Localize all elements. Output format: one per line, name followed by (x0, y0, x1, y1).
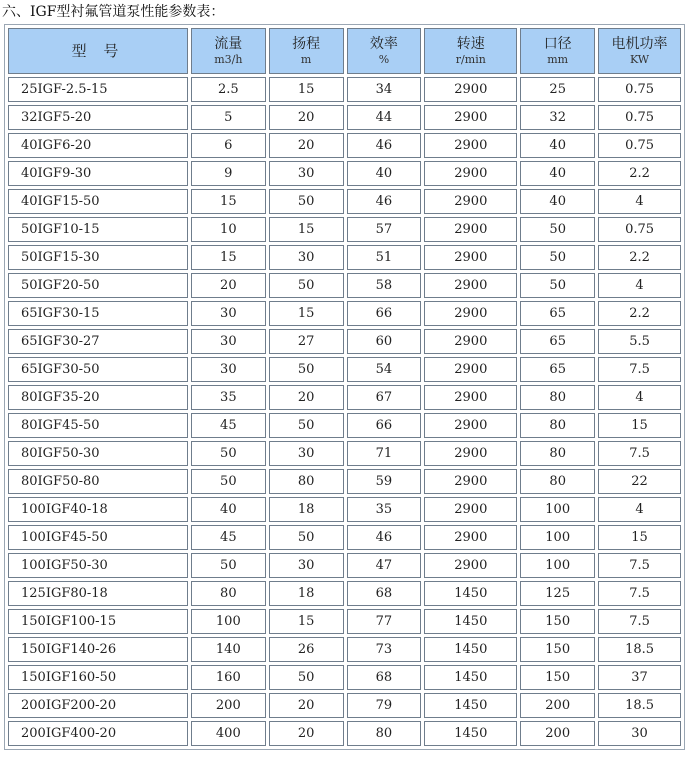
diameter-cell: 32 (520, 105, 595, 130)
efficiency-cell: 58 (347, 273, 422, 298)
efficiency-cell: 60 (347, 329, 422, 354)
flow-cell: 15 (191, 245, 266, 270)
efficiency-cell: 77 (347, 609, 422, 634)
table-row (8, 385, 681, 410)
head-cell: 20 (269, 721, 344, 746)
model-cell: 150IGF100-15 (8, 609, 188, 634)
motor-power-cell: 37 (598, 665, 681, 690)
efficiency-cell: 47 (347, 553, 422, 578)
speed-cell: 2900 (424, 161, 517, 186)
head-cell: 15 (269, 301, 344, 326)
motor-power-cell: 7.5 (598, 553, 681, 578)
diameter-cell: 65 (520, 357, 595, 382)
flow-cell: 100 (191, 609, 266, 634)
motor-power-cell: 4 (598, 189, 681, 214)
head-cell: 30 (269, 245, 344, 270)
speed-cell: 2900 (424, 133, 517, 158)
efficiency-cell: 66 (347, 413, 422, 438)
efficiency-cell: 34 (347, 77, 422, 102)
diameter-cell: 40 (520, 161, 595, 186)
head-cell: 80 (269, 469, 344, 494)
speed-cell: 2900 (424, 217, 517, 242)
flow-cell: 200 (191, 693, 266, 718)
head-cell: 20 (269, 693, 344, 718)
motor-power-cell: 30 (598, 721, 681, 746)
head-cell: 26 (269, 637, 344, 662)
head-cell: 20 (269, 385, 344, 410)
motor-power-cell: 2.2 (598, 245, 681, 270)
diameter-cell: 80 (520, 469, 595, 494)
head-cell: 50 (269, 413, 344, 438)
speed-cell: 2900 (424, 413, 517, 438)
pump-spec-table (4, 24, 685, 750)
table-row (8, 217, 681, 242)
speed-cell: 2900 (424, 553, 517, 578)
efficiency-cell: 73 (347, 637, 422, 662)
flow-cell: 400 (191, 721, 266, 746)
header-label: 效率 (369, 36, 398, 52)
head-cell: 15 (269, 217, 344, 242)
speed-cell: 1450 (424, 665, 517, 690)
flow-cell: 20 (191, 273, 266, 298)
header-unit: % (378, 53, 390, 66)
efficiency-cell: 67 (347, 385, 422, 410)
flow-cell: 30 (191, 357, 266, 382)
header-motor-power (598, 28, 681, 74)
diameter-cell: 80 (520, 385, 595, 410)
model-cell: 200IGF200-20 (8, 693, 188, 718)
model-cell: 150IGF140-26 (8, 637, 188, 662)
diameter-cell: 150 (520, 609, 595, 634)
diameter-cell: 125 (520, 581, 595, 606)
motor-power-cell: 5.5 (598, 329, 681, 354)
page-title: 六、IGF型衬氟管道泵性能参数表： (2, 4, 225, 20)
flow-cell: 45 (191, 525, 266, 550)
table-row (8, 161, 681, 186)
speed-cell: 2900 (424, 469, 517, 494)
diameter-cell: 65 (520, 301, 595, 326)
table-row (8, 77, 681, 102)
diameter-cell: 65 (520, 329, 595, 354)
table-row (8, 581, 681, 606)
head-cell: 15 (269, 609, 344, 634)
model-cell: 80IGF50-30 (8, 441, 188, 466)
table-row (8, 301, 681, 326)
speed-cell: 2900 (424, 301, 517, 326)
diameter-cell: 200 (520, 693, 595, 718)
diameter-cell: 40 (520, 189, 595, 214)
diameter-cell: 25 (520, 77, 595, 102)
motor-power-cell: 2.2 (598, 301, 681, 326)
efficiency-cell: 35 (347, 497, 422, 522)
head-cell: 20 (269, 133, 344, 158)
speed-cell: 2900 (424, 329, 517, 354)
table-row (8, 637, 681, 662)
speed-cell: 2900 (424, 77, 517, 102)
header-unit: m (300, 53, 312, 66)
motor-power-cell: 7.5 (598, 357, 681, 382)
flow-cell: 30 (191, 329, 266, 354)
model-cell: 65IGF30-15 (8, 301, 188, 326)
diameter-cell: 50 (520, 273, 595, 298)
motor-power-cell: 18.5 (598, 693, 681, 718)
table-row (8, 273, 681, 298)
head-cell: 30 (269, 161, 344, 186)
efficiency-cell: 46 (347, 525, 422, 550)
motor-power-cell: 0.75 (598, 77, 681, 102)
header-head (269, 28, 344, 74)
table-row (8, 189, 681, 214)
table-row (8, 497, 681, 522)
table-row (8, 469, 681, 494)
motor-power-cell: 2.2 (598, 161, 681, 186)
diameter-cell: 100 (520, 525, 595, 550)
efficiency-cell: 68 (347, 581, 422, 606)
head-cell: 50 (269, 357, 344, 382)
head-cell: 30 (269, 441, 344, 466)
speed-cell: 2900 (424, 105, 517, 130)
model-cell: 125IGF80-18 (8, 581, 188, 606)
efficiency-cell: 66 (347, 301, 422, 326)
table-row (8, 413, 681, 438)
flow-cell: 40 (191, 497, 266, 522)
efficiency-cell: 51 (347, 245, 422, 270)
table-row (8, 665, 681, 690)
table-row (8, 329, 681, 354)
motor-power-cell: 7.5 (598, 441, 681, 466)
motor-power-cell: 7.5 (598, 609, 681, 634)
model-cell: 80IGF50-80 (8, 469, 188, 494)
head-cell: 20 (269, 105, 344, 130)
motor-power-cell: 4 (598, 273, 681, 298)
flow-cell: 10 (191, 217, 266, 242)
motor-power-cell: 4 (598, 385, 681, 410)
motor-power-cell: 15 (598, 413, 681, 438)
efficiency-cell: 68 (347, 665, 422, 690)
motor-power-cell: 4 (598, 497, 681, 522)
model-cell: 50IGF15-30 (8, 245, 188, 270)
table-row (8, 553, 681, 578)
model-cell: 200IGF400-20 (8, 721, 188, 746)
speed-cell: 2900 (424, 441, 517, 466)
speed-cell: 2900 (424, 273, 517, 298)
efficiency-cell: 57 (347, 217, 422, 242)
speed-cell: 2900 (424, 525, 517, 550)
header-flow (191, 28, 266, 74)
head-cell: 15 (269, 77, 344, 102)
header-label: 电机功率 (611, 36, 668, 52)
motor-power-cell: 18.5 (598, 637, 681, 662)
header-label: 扬程 (292, 36, 321, 52)
table-row (8, 133, 681, 158)
table-row (8, 609, 681, 634)
header-label: 口径 (543, 36, 572, 52)
model-cell: 65IGF30-50 (8, 357, 188, 382)
table-body (8, 77, 681, 746)
model-cell: 80IGF35-20 (8, 385, 188, 410)
diameter-cell: 100 (520, 497, 595, 522)
speed-cell: 2900 (424, 385, 517, 410)
header-unit: r/min (455, 53, 486, 66)
efficiency-cell: 54 (347, 357, 422, 382)
model-cell: 32IGF5-20 (8, 105, 188, 130)
head-cell: 30 (269, 553, 344, 578)
flow-cell: 160 (191, 665, 266, 690)
model-cell: 150IGF160-50 (8, 665, 188, 690)
efficiency-cell: 46 (347, 189, 422, 214)
header-unit: mm (547, 53, 569, 66)
header-diameter (520, 28, 595, 74)
pump-spec-table-container (4, 24, 685, 774)
header-label: 流量 (214, 36, 243, 52)
model-cell: 50IGF20-50 (8, 273, 188, 298)
flow-cell: 9 (191, 161, 266, 186)
header-efficiency (347, 28, 422, 74)
flow-cell: 35 (191, 385, 266, 410)
efficiency-cell: 59 (347, 469, 422, 494)
speed-cell: 1450 (424, 581, 517, 606)
model-cell: 100IGF45-50 (8, 525, 188, 550)
flow-cell: 6 (191, 133, 266, 158)
motor-power-cell: 0.75 (598, 133, 681, 158)
flow-cell: 50 (191, 553, 266, 578)
model-cell: 40IGF6-20 (8, 133, 188, 158)
flow-cell: 50 (191, 469, 266, 494)
diameter-cell: 80 (520, 413, 595, 438)
efficiency-cell: 46 (347, 133, 422, 158)
flow-cell: 50 (191, 441, 266, 466)
table-row (8, 357, 681, 382)
diameter-cell: 150 (520, 637, 595, 662)
motor-power-cell: 0.75 (598, 217, 681, 242)
header-label: 型 号 (71, 42, 125, 60)
flow-cell: 2.5 (191, 77, 266, 102)
header-label: 转速 (456, 36, 485, 52)
table-row (8, 525, 681, 550)
table-row (8, 693, 681, 718)
header-unit: KW (629, 53, 650, 66)
flow-cell: 5 (191, 105, 266, 130)
diameter-cell: 150 (520, 665, 595, 690)
diameter-cell: 50 (520, 245, 595, 270)
head-cell: 50 (269, 189, 344, 214)
head-cell: 50 (269, 665, 344, 690)
speed-cell: 1450 (424, 609, 517, 634)
head-cell: 50 (269, 525, 344, 550)
model-cell: 80IGF45-50 (8, 413, 188, 438)
speed-cell: 1450 (424, 637, 517, 662)
table-row (8, 105, 681, 130)
model-cell: 40IGF15-50 (8, 189, 188, 214)
speed-cell: 2900 (424, 357, 517, 382)
efficiency-cell: 80 (347, 721, 422, 746)
header-unit: m3/h (214, 53, 243, 66)
motor-power-cell: 7.5 (598, 581, 681, 606)
speed-cell: 2900 (424, 245, 517, 270)
flow-cell: 15 (191, 189, 266, 214)
diameter-cell: 100 (520, 553, 595, 578)
efficiency-cell: 44 (347, 105, 422, 130)
head-cell: 18 (269, 581, 344, 606)
model-cell: 25IGF-2.5-15 (8, 77, 188, 102)
flow-cell: 80 (191, 581, 266, 606)
header-speed (424, 28, 517, 74)
head-cell: 50 (269, 273, 344, 298)
table-row (8, 441, 681, 466)
model-cell: 40IGF9-30 (8, 161, 188, 186)
motor-power-cell: 15 (598, 525, 681, 550)
efficiency-cell: 40 (347, 161, 422, 186)
diameter-cell: 80 (520, 441, 595, 466)
diameter-cell: 50 (520, 217, 595, 242)
efficiency-cell: 71 (347, 441, 422, 466)
diameter-cell: 40 (520, 133, 595, 158)
motor-power-cell: 0.75 (598, 105, 681, 130)
head-cell: 27 (269, 329, 344, 354)
model-cell: 50IGF10-15 (8, 217, 188, 242)
head-cell: 18 (269, 497, 344, 522)
model-cell: 100IGF40-18 (8, 497, 188, 522)
table-row (8, 245, 681, 270)
diameter-cell: 200 (520, 721, 595, 746)
speed-cell: 1450 (424, 721, 517, 746)
speed-cell: 1450 (424, 693, 517, 718)
header-model (8, 28, 188, 74)
model-cell: 100IGF50-30 (8, 553, 188, 578)
speed-cell: 2900 (424, 189, 517, 214)
efficiency-cell: 79 (347, 693, 422, 718)
model-cell: 65IGF30-27 (8, 329, 188, 354)
table-row (8, 721, 681, 746)
motor-power-cell: 22 (598, 469, 681, 494)
flow-cell: 45 (191, 413, 266, 438)
speed-cell: 2900 (424, 497, 517, 522)
table-header-row (8, 28, 681, 74)
flow-cell: 30 (191, 301, 266, 326)
flow-cell: 140 (191, 637, 266, 662)
